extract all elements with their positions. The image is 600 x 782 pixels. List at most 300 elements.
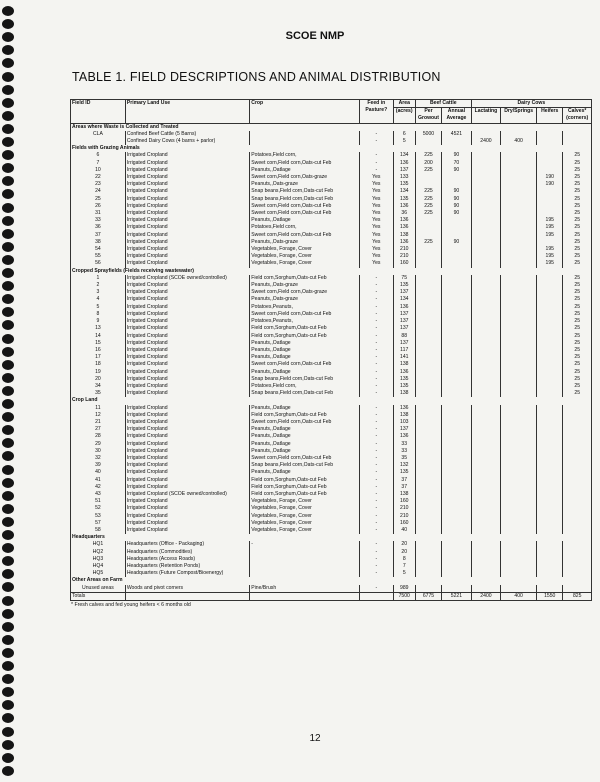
table-cell	[415, 455, 441, 462]
table-cell: 25	[563, 390, 592, 397]
totals-cell: 6775	[415, 592, 441, 600]
table-cell	[501, 224, 537, 231]
table-cell	[471, 527, 501, 534]
table-cell: 37	[393, 477, 415, 484]
table-cell: -	[359, 369, 393, 376]
table-cell	[501, 304, 537, 311]
table-cell	[471, 484, 501, 491]
table-cell: 23	[71, 181, 126, 188]
table-cell	[537, 282, 563, 289]
table-cell	[471, 152, 501, 159]
table-cell: 25	[563, 174, 592, 181]
table-cell: Field corn,Sorghum,Oats-cut Feb	[250, 491, 360, 498]
table-cell	[442, 304, 472, 311]
table-cell: Sweet corn,Field corn,Oats-cut Feb	[250, 160, 360, 167]
table-cell	[537, 239, 563, 246]
table-cell: Irrigated Cropland	[125, 289, 249, 296]
table-cell	[415, 369, 441, 376]
binding-hole	[2, 268, 14, 278]
table-cell: 135	[393, 376, 415, 383]
table-cell	[471, 469, 501, 476]
table-cell: 5	[393, 570, 415, 577]
table-row	[71, 491, 592, 498]
table-cell: -	[359, 289, 393, 296]
table-cell	[563, 484, 592, 491]
table-cell: 7	[393, 563, 415, 570]
table-cell: Woods and pivot corners	[125, 585, 249, 593]
table-cell: 138	[393, 232, 415, 239]
binding-hole	[2, 242, 14, 252]
table-cell	[250, 570, 360, 577]
table-cell: -	[359, 505, 393, 512]
table-cell	[471, 275, 501, 282]
table-cell: 20	[71, 376, 126, 383]
col-pasture: Feed in Pasture?	[359, 100, 393, 124]
table-cell	[442, 585, 472, 593]
table-cell	[471, 505, 501, 512]
table-cell: 19	[71, 369, 126, 376]
table-cell: Sweet corn,Field corn,Oats-graze	[250, 174, 360, 181]
table-cell	[501, 570, 537, 577]
table-cell	[537, 361, 563, 368]
table-cell: 136	[393, 160, 415, 167]
table-cell	[501, 167, 537, 174]
table-cell	[415, 513, 441, 520]
table-row	[71, 210, 592, 217]
field-table	[70, 99, 592, 601]
table-cell: 58	[71, 527, 126, 534]
table-cell	[537, 513, 563, 520]
table-cell: -	[359, 376, 393, 383]
table-cell: Irrigated Cropland	[125, 520, 249, 527]
table-cell	[471, 369, 501, 376]
table-cell: 134	[393, 188, 415, 195]
table-cell	[471, 296, 501, 303]
table-cell	[471, 318, 501, 325]
table-cell	[471, 289, 501, 296]
table-cell	[501, 260, 537, 267]
table-cell: 25	[563, 318, 592, 325]
table-cell	[563, 477, 592, 484]
table-cell: Irrigated Cropland	[125, 239, 249, 246]
binding-hole	[2, 281, 14, 291]
table-cell: 43	[71, 491, 126, 498]
table-cell	[501, 390, 537, 397]
table-cell: 25	[563, 340, 592, 347]
table-cell	[442, 505, 472, 512]
table-cell: -	[359, 131, 393, 138]
table-cell: Irrigated Cropland	[125, 484, 249, 491]
table-cell	[501, 448, 537, 455]
table-row	[71, 563, 592, 570]
table-cell: 160	[393, 520, 415, 527]
table-cell	[415, 405, 441, 412]
table-cell	[442, 174, 472, 181]
table-cell: Irrigated Cropland	[125, 160, 249, 167]
totals-cell: 400	[501, 592, 537, 600]
col-land-use: Primary Land Use	[125, 100, 249, 124]
table-cell: Yes	[359, 224, 393, 231]
table-cell: 25	[563, 296, 592, 303]
table-cell	[501, 340, 537, 347]
table-cell: 29	[71, 441, 126, 448]
table-cell	[471, 239, 501, 246]
table-cell	[501, 188, 537, 195]
table-cell: -	[359, 354, 393, 361]
table-cell: 137	[393, 325, 415, 332]
table-row	[71, 498, 592, 505]
table-cell	[563, 441, 592, 448]
table-cell: 137	[393, 311, 415, 318]
table-cell	[471, 556, 501, 563]
totals-cell: 825	[563, 592, 592, 600]
table-cell	[442, 354, 472, 361]
table-cell	[415, 340, 441, 347]
binding-hole	[2, 176, 14, 186]
table-row	[71, 556, 592, 563]
table-cell	[442, 224, 472, 231]
table-cell	[415, 383, 441, 390]
table-row	[71, 448, 592, 455]
table-cell	[537, 333, 563, 340]
table-cell: -	[359, 405, 393, 412]
table-cell: 37	[71, 232, 126, 239]
table-cell	[442, 390, 472, 397]
table-cell	[501, 556, 537, 563]
table-cell	[471, 412, 501, 419]
table-cell: 25	[563, 210, 592, 217]
table-cell: Peanuts,,Oatlage	[250, 426, 360, 433]
table-cell: Irrigated Cropland	[125, 318, 249, 325]
table-cell: -	[359, 296, 393, 303]
table-cell	[442, 383, 472, 390]
table-cell	[415, 570, 441, 577]
table-cell	[563, 585, 592, 593]
table-cell	[442, 275, 472, 282]
table-cell: Irrigated Cropland	[125, 383, 249, 390]
table-cell: 25	[563, 275, 592, 282]
table-cell: Field corn,Sorghum,Oats-cut Feb	[250, 484, 360, 491]
table-cell: 40	[393, 527, 415, 534]
table-cell	[415, 433, 441, 440]
table-cell: Irrigated Cropland	[125, 448, 249, 455]
table-cell: Irrigated Cropland	[125, 188, 249, 195]
table-cell: 137	[393, 426, 415, 433]
table-cell: 210	[393, 505, 415, 512]
table-cell: -	[359, 441, 393, 448]
table-cell: 90	[442, 196, 472, 203]
table-cell	[537, 340, 563, 347]
table-row	[71, 513, 592, 520]
binding-hole	[2, 661, 14, 671]
table-cell: Peanuts,,Oatlage	[250, 469, 360, 476]
table-cell: 225	[415, 210, 441, 217]
table-cell: Irrigated Cropland	[125, 181, 249, 188]
table-cell: Irrigated Cropland	[125, 455, 249, 462]
table-cell: -	[359, 167, 393, 174]
table-cell: 135	[393, 383, 415, 390]
table-cell	[501, 520, 537, 527]
table-cell: 56	[71, 260, 126, 267]
table-cell: 25	[563, 217, 592, 224]
table-cell: HQ4	[71, 563, 126, 570]
table-cell: 25	[563, 347, 592, 354]
table-cell: Sweet corn,Field corn,Oats-graze	[250, 289, 360, 296]
table-cell	[250, 549, 360, 556]
table-cell	[442, 138, 472, 145]
table-cell: Yes	[359, 210, 393, 217]
table-cell	[442, 426, 472, 433]
table-row	[71, 412, 592, 419]
table-cell	[471, 390, 501, 397]
table-cell	[501, 433, 537, 440]
table-row	[71, 232, 592, 239]
table-cell: 25	[563, 325, 592, 332]
table-cell: -	[359, 426, 393, 433]
table-cell: 137	[393, 340, 415, 347]
table-cell: 25	[563, 289, 592, 296]
table-cell: 4521	[442, 131, 472, 138]
binding-hole	[2, 596, 14, 606]
table-cell	[537, 412, 563, 419]
table-cell	[471, 282, 501, 289]
section-header-row	[71, 577, 592, 584]
binding-hole	[2, 530, 14, 540]
table-cell: Headquarters (Commodities)	[125, 549, 249, 556]
table-cell: 195	[537, 224, 563, 231]
table-cell: Vegetables, Forage, Cover	[250, 260, 360, 267]
table-cell	[501, 484, 537, 491]
table-cell: 14	[71, 333, 126, 340]
table-cell	[442, 282, 472, 289]
table-cell: Irrigated Cropland	[125, 347, 249, 354]
table-cell	[537, 131, 563, 138]
table-cell: 90	[442, 210, 472, 217]
table-cell	[471, 477, 501, 484]
table-row	[71, 167, 592, 174]
table-cell	[501, 311, 537, 318]
table-cell: 25	[563, 224, 592, 231]
binding-hole	[2, 517, 14, 527]
table-cell: Vegetables, Forage, Cover	[250, 253, 360, 260]
table-cell	[537, 585, 563, 593]
table-cell: 135	[393, 181, 415, 188]
table-cell	[501, 549, 537, 556]
table-cell	[442, 549, 472, 556]
table-row	[71, 347, 592, 354]
binding-hole	[2, 320, 14, 330]
table-cell: 25	[563, 361, 592, 368]
table-cell: 136	[393, 433, 415, 440]
table-cell	[415, 549, 441, 556]
table-cell	[537, 448, 563, 455]
table-cell	[501, 405, 537, 412]
table-cell: Yes	[359, 260, 393, 267]
table-cell	[471, 498, 501, 505]
table-cell	[537, 196, 563, 203]
table-cell	[537, 296, 563, 303]
table-cell	[415, 491, 441, 498]
table-cell	[442, 340, 472, 347]
binding-hole	[2, 347, 14, 357]
table-cell	[471, 340, 501, 347]
binding-hole	[2, 373, 14, 383]
table-cell	[471, 376, 501, 383]
table-cell: Irrigated Cropland	[125, 232, 249, 239]
table-cell	[537, 549, 563, 556]
binding-hole	[2, 727, 14, 737]
table-cell	[501, 210, 537, 217]
table-cell: 70	[442, 160, 472, 167]
table-cell: 25	[563, 253, 592, 260]
table-cell	[442, 405, 472, 412]
table-cell: 136	[393, 239, 415, 246]
col-dairy: Dairy Cows	[471, 100, 591, 108]
table-cell: 9	[71, 318, 126, 325]
table-cell	[501, 217, 537, 224]
table-cell: 90	[442, 203, 472, 210]
table-cell	[563, 433, 592, 440]
table-cell: -	[359, 484, 393, 491]
table-cell: Yes	[359, 181, 393, 188]
table-cell: Irrigated Cropland (SCOE owned/controlled)	[125, 275, 249, 282]
table-cell: Vegetables, Forage, Cover	[250, 527, 360, 534]
table-cell: 17	[71, 354, 126, 361]
table-cell	[415, 376, 441, 383]
table-cell: Pine/Brush	[250, 585, 360, 593]
table-cell: Peanuts,,Oatlage	[250, 448, 360, 455]
table-cell: 225	[415, 196, 441, 203]
table-cell	[563, 498, 592, 505]
table-cell	[471, 246, 501, 253]
table-cell: Potatoes,Field corn,	[250, 383, 360, 390]
table-cell	[537, 289, 563, 296]
table-cell	[563, 131, 592, 138]
table-cell	[501, 541, 537, 548]
table-cell	[537, 369, 563, 376]
table-cell	[415, 541, 441, 548]
table-cell	[537, 491, 563, 498]
table-cell	[563, 419, 592, 426]
table-cell	[471, 325, 501, 332]
table-row	[71, 426, 592, 433]
binding-hole	[2, 72, 14, 82]
table-cell	[471, 441, 501, 448]
table-cell: 90	[442, 239, 472, 246]
table-cell: Field corn,Sorghum,Oats-cut Feb	[250, 477, 360, 484]
table-row	[71, 369, 592, 376]
table-cell: Peanuts,,Oats-graze	[250, 239, 360, 246]
table-cell: 75	[393, 275, 415, 282]
table-cell: 28	[71, 433, 126, 440]
table-cell	[415, 563, 441, 570]
table-cell	[563, 505, 592, 512]
binding-hole	[2, 622, 14, 632]
table-cell: 136	[393, 224, 415, 231]
col-dry: Dry/Springs	[501, 108, 537, 123]
table-cell	[471, 405, 501, 412]
table-cell: 200	[415, 160, 441, 167]
binding-hole	[2, 438, 14, 448]
table-cell	[501, 131, 537, 138]
table-cell	[442, 433, 472, 440]
table-cell	[415, 477, 441, 484]
totals-cell: 2400	[471, 592, 501, 600]
table-cell	[415, 275, 441, 282]
table-cell: Yes	[359, 174, 393, 181]
table-cell	[537, 390, 563, 397]
table-cell	[415, 390, 441, 397]
binding-hole	[2, 478, 14, 488]
table-cell: 138	[393, 412, 415, 419]
table-cell	[501, 498, 537, 505]
table-cell	[501, 455, 537, 462]
table-cell: Yes	[359, 253, 393, 260]
table-cell	[442, 563, 472, 570]
table-cell: -	[359, 318, 393, 325]
binding-hole	[2, 740, 14, 750]
table-cell: 57	[71, 520, 126, 527]
table-cell: 135	[393, 282, 415, 289]
table-cell	[563, 462, 592, 469]
table-cell: Irrigated Cropland	[125, 354, 249, 361]
table-cell	[563, 448, 592, 455]
table-cell	[537, 354, 563, 361]
binding-hole	[2, 111, 14, 121]
table-cell: Irrigated Cropland	[125, 304, 249, 311]
table-cell: 103	[393, 419, 415, 426]
table-cell	[471, 167, 501, 174]
binding-hole	[2, 32, 14, 42]
table-cell	[501, 383, 537, 390]
table-cell	[537, 311, 563, 318]
table-cell: -	[359, 448, 393, 455]
table-cell: Irrigated Cropland	[125, 505, 249, 512]
table-cell	[501, 253, 537, 260]
col-beef-per: Per Growout	[415, 108, 441, 123]
table-cell: Peanuts,,Oatlage	[250, 347, 360, 354]
binding-hole	[2, 255, 14, 265]
table-cell: -	[359, 477, 393, 484]
table-row	[71, 433, 592, 440]
table-cell: Vegetables, Forage, Cover	[250, 498, 360, 505]
binding-hole	[2, 451, 14, 461]
table-cell: -	[359, 556, 393, 563]
table-cell: 20	[393, 549, 415, 556]
table-cell: -	[359, 469, 393, 476]
table-cell: -	[359, 563, 393, 570]
table-cell	[563, 520, 592, 527]
table-cell: Headquarters (Retention Ponds)	[125, 563, 249, 570]
table-cell	[501, 441, 537, 448]
table-cell	[537, 405, 563, 412]
table-cell: -	[359, 412, 393, 419]
table-cell	[442, 412, 472, 419]
binding-hole	[2, 124, 14, 134]
table-cell: 51	[71, 498, 126, 505]
table-cell: 136	[393, 203, 415, 210]
binding-hole	[2, 713, 14, 723]
table-cell: Potatoes,Peanuts,	[250, 318, 360, 325]
table-row	[71, 224, 592, 231]
table-cell	[501, 203, 537, 210]
table-cell: -	[359, 498, 393, 505]
table-row	[71, 196, 592, 203]
table-row	[71, 419, 592, 426]
table-cell: 25	[563, 167, 592, 174]
table-cell: 33	[393, 448, 415, 455]
table-cell	[250, 138, 360, 145]
